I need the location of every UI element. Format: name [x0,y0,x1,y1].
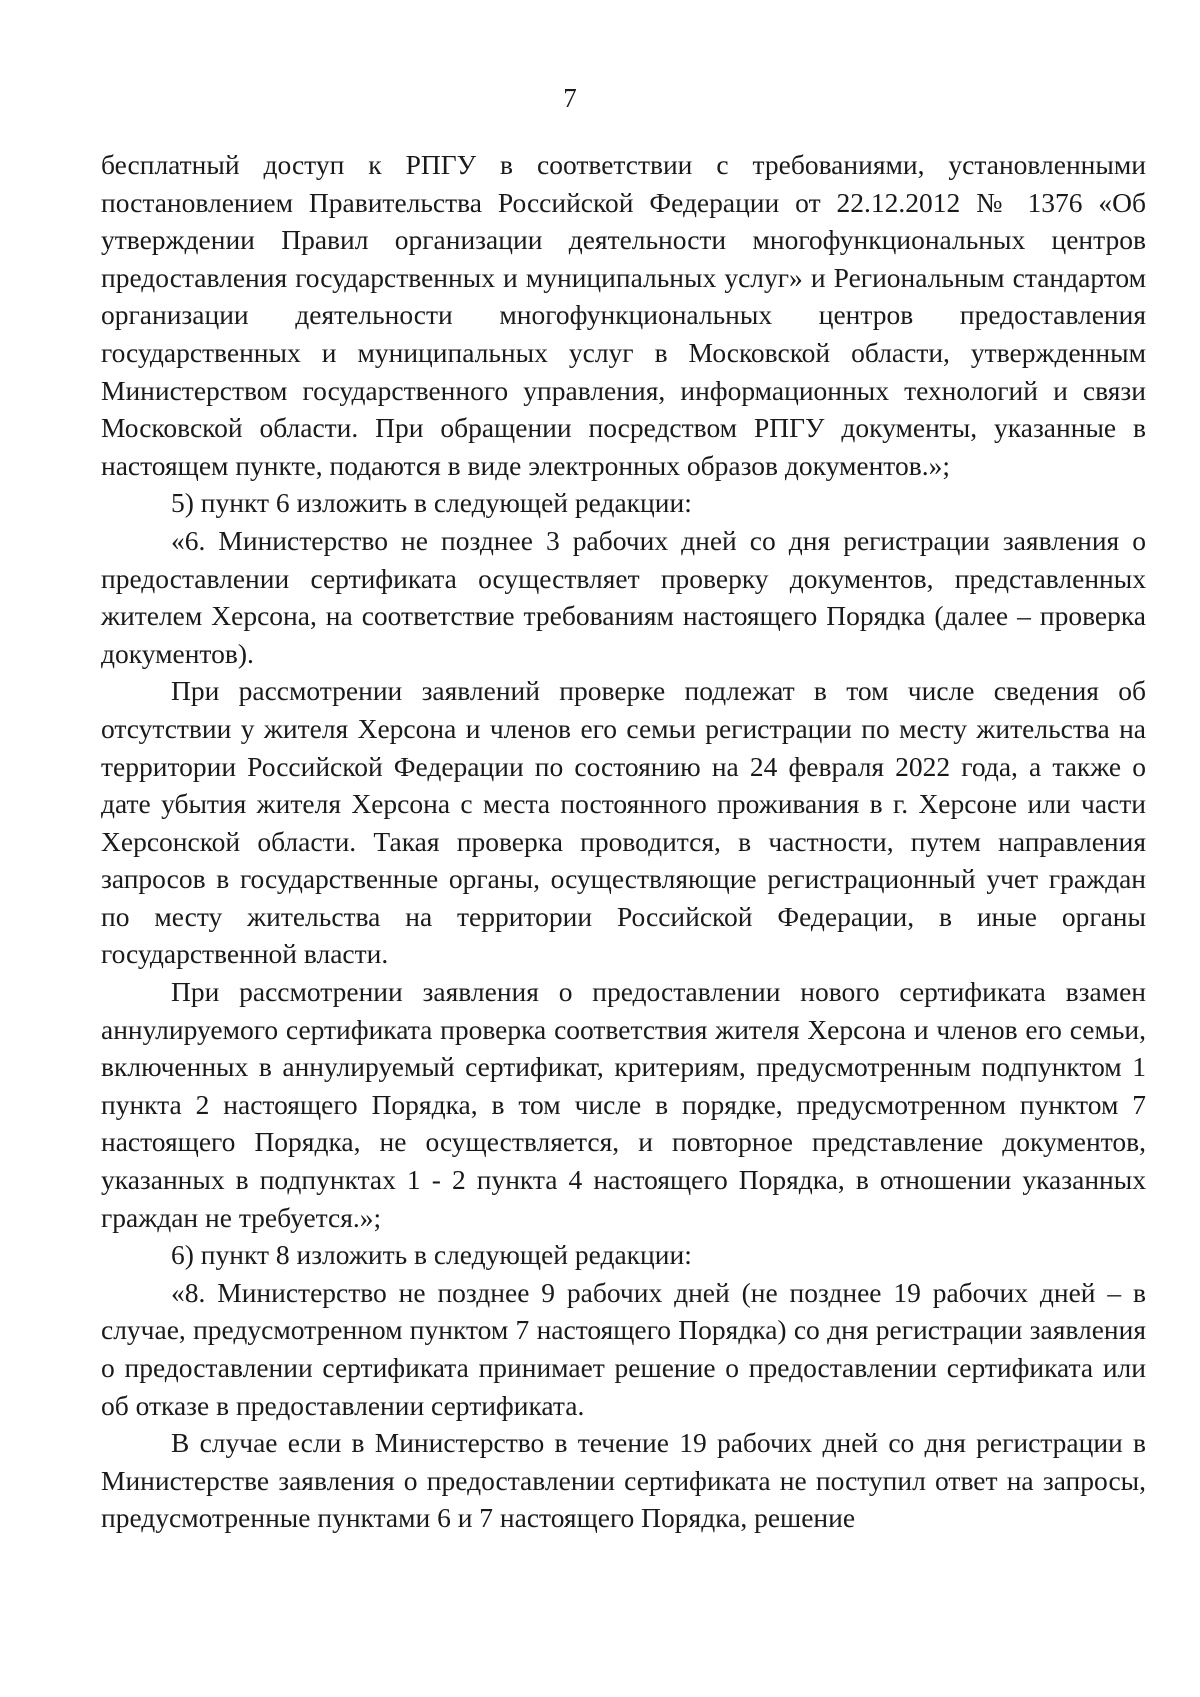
paragraph-continuation: бесплатный доступ к РПГУ в соответствии с требованиями, установленными постановлением Правительства Российской Федерации от 22.12.2012 № 1376 «Об утверждении Правил организации деятельности многофункциональных центров предоставления государственных и муниципальных услуг» и Региональным стандартом организации деятельности многофункциональных центров предоставления государственных и муниципальных услуг в Московской области, утвержденным Министерством государственного управления, информационных технологий и связи Московской области. При обращении посредством РПГУ документы, указанные в настоящем пункте, подаются в виде электронных образов документов.»; [101,149,1146,481]
page-number: 7 [563,83,577,113]
paragraph-clause-8: «8. Министерство не позднее 9 рабочих дней (не позднее 19 рабочих дней – в случае, предусмотренном пунктом 7 настоящего Порядка) со дня регистрации заявления о предоставлении сертификата принимает решение о предоставлении сертификата или об отказе в предоставлении сертификата. [101,1276,1146,1421]
paragraph-item-6: 6) пункт 8 изложить в следующей редакции: [171,1239,692,1271]
document-body [101,146,1146,1537]
paragraph-clause-6: «6. Министерство не позднее 3 рабочих дней со дня регистрации заявления о предоставлении сертификата осуществляет проверку документов, представленных жителем Херсона, на соответствие требованиям настоящего Порядка (далее – проверка документов). [101,524,1146,669]
paragraph-item-5: 5) пункт 6 изложить в следующей редакции: [171,487,692,519]
paragraph-no-response: В случае если в Министерство в течение 19 рабочих дней со дня регистрации в Министерстве заявления о предоставлении сертификата не поступил ответ на запросы, предусмотренные пунктами 6 и 7 настоящего Порядка, решение [101,1427,1146,1534]
paragraph-new-certificate: При рассмотрении заявления о предоставлении нового сертификата взамен аннулируемого сертификата проверка соответствия жителя Херсона и членов его семьи, включенных в аннулируемый сертификат, критериям, предусмотренным подпунктом 1 пункта 2 настоящего Порядка, в том числе в порядке, предусмотренном пунктом 7 настоящего Порядка, не осуществляется, и повторное представление документов, указанных в подпунктах 1 - 2 пункта 4 настоящего Порядка, в отношении указанных граждан не требуется.»; [101,976,1146,1233]
paragraph-verification-details: При рассмотрении заявлений проверке подлежат в том числе сведения об отсутствии у жителя Херсона и членов его семьи регистрации по месту жительства на территории Российской Федерации по состоянию на 24 февраля 2022 года, а также о дате убытия жителя Херсона с места постоянного проживания в г. Херсоне или части Херсонской области. Такая проверка проводится, в частности, путем направления запросов в государственные органы, осуществляющие регистрационный учет граждан по месту жительства на территории Российской Федерации, в иные органы государственной власти. [101,675,1146,970]
